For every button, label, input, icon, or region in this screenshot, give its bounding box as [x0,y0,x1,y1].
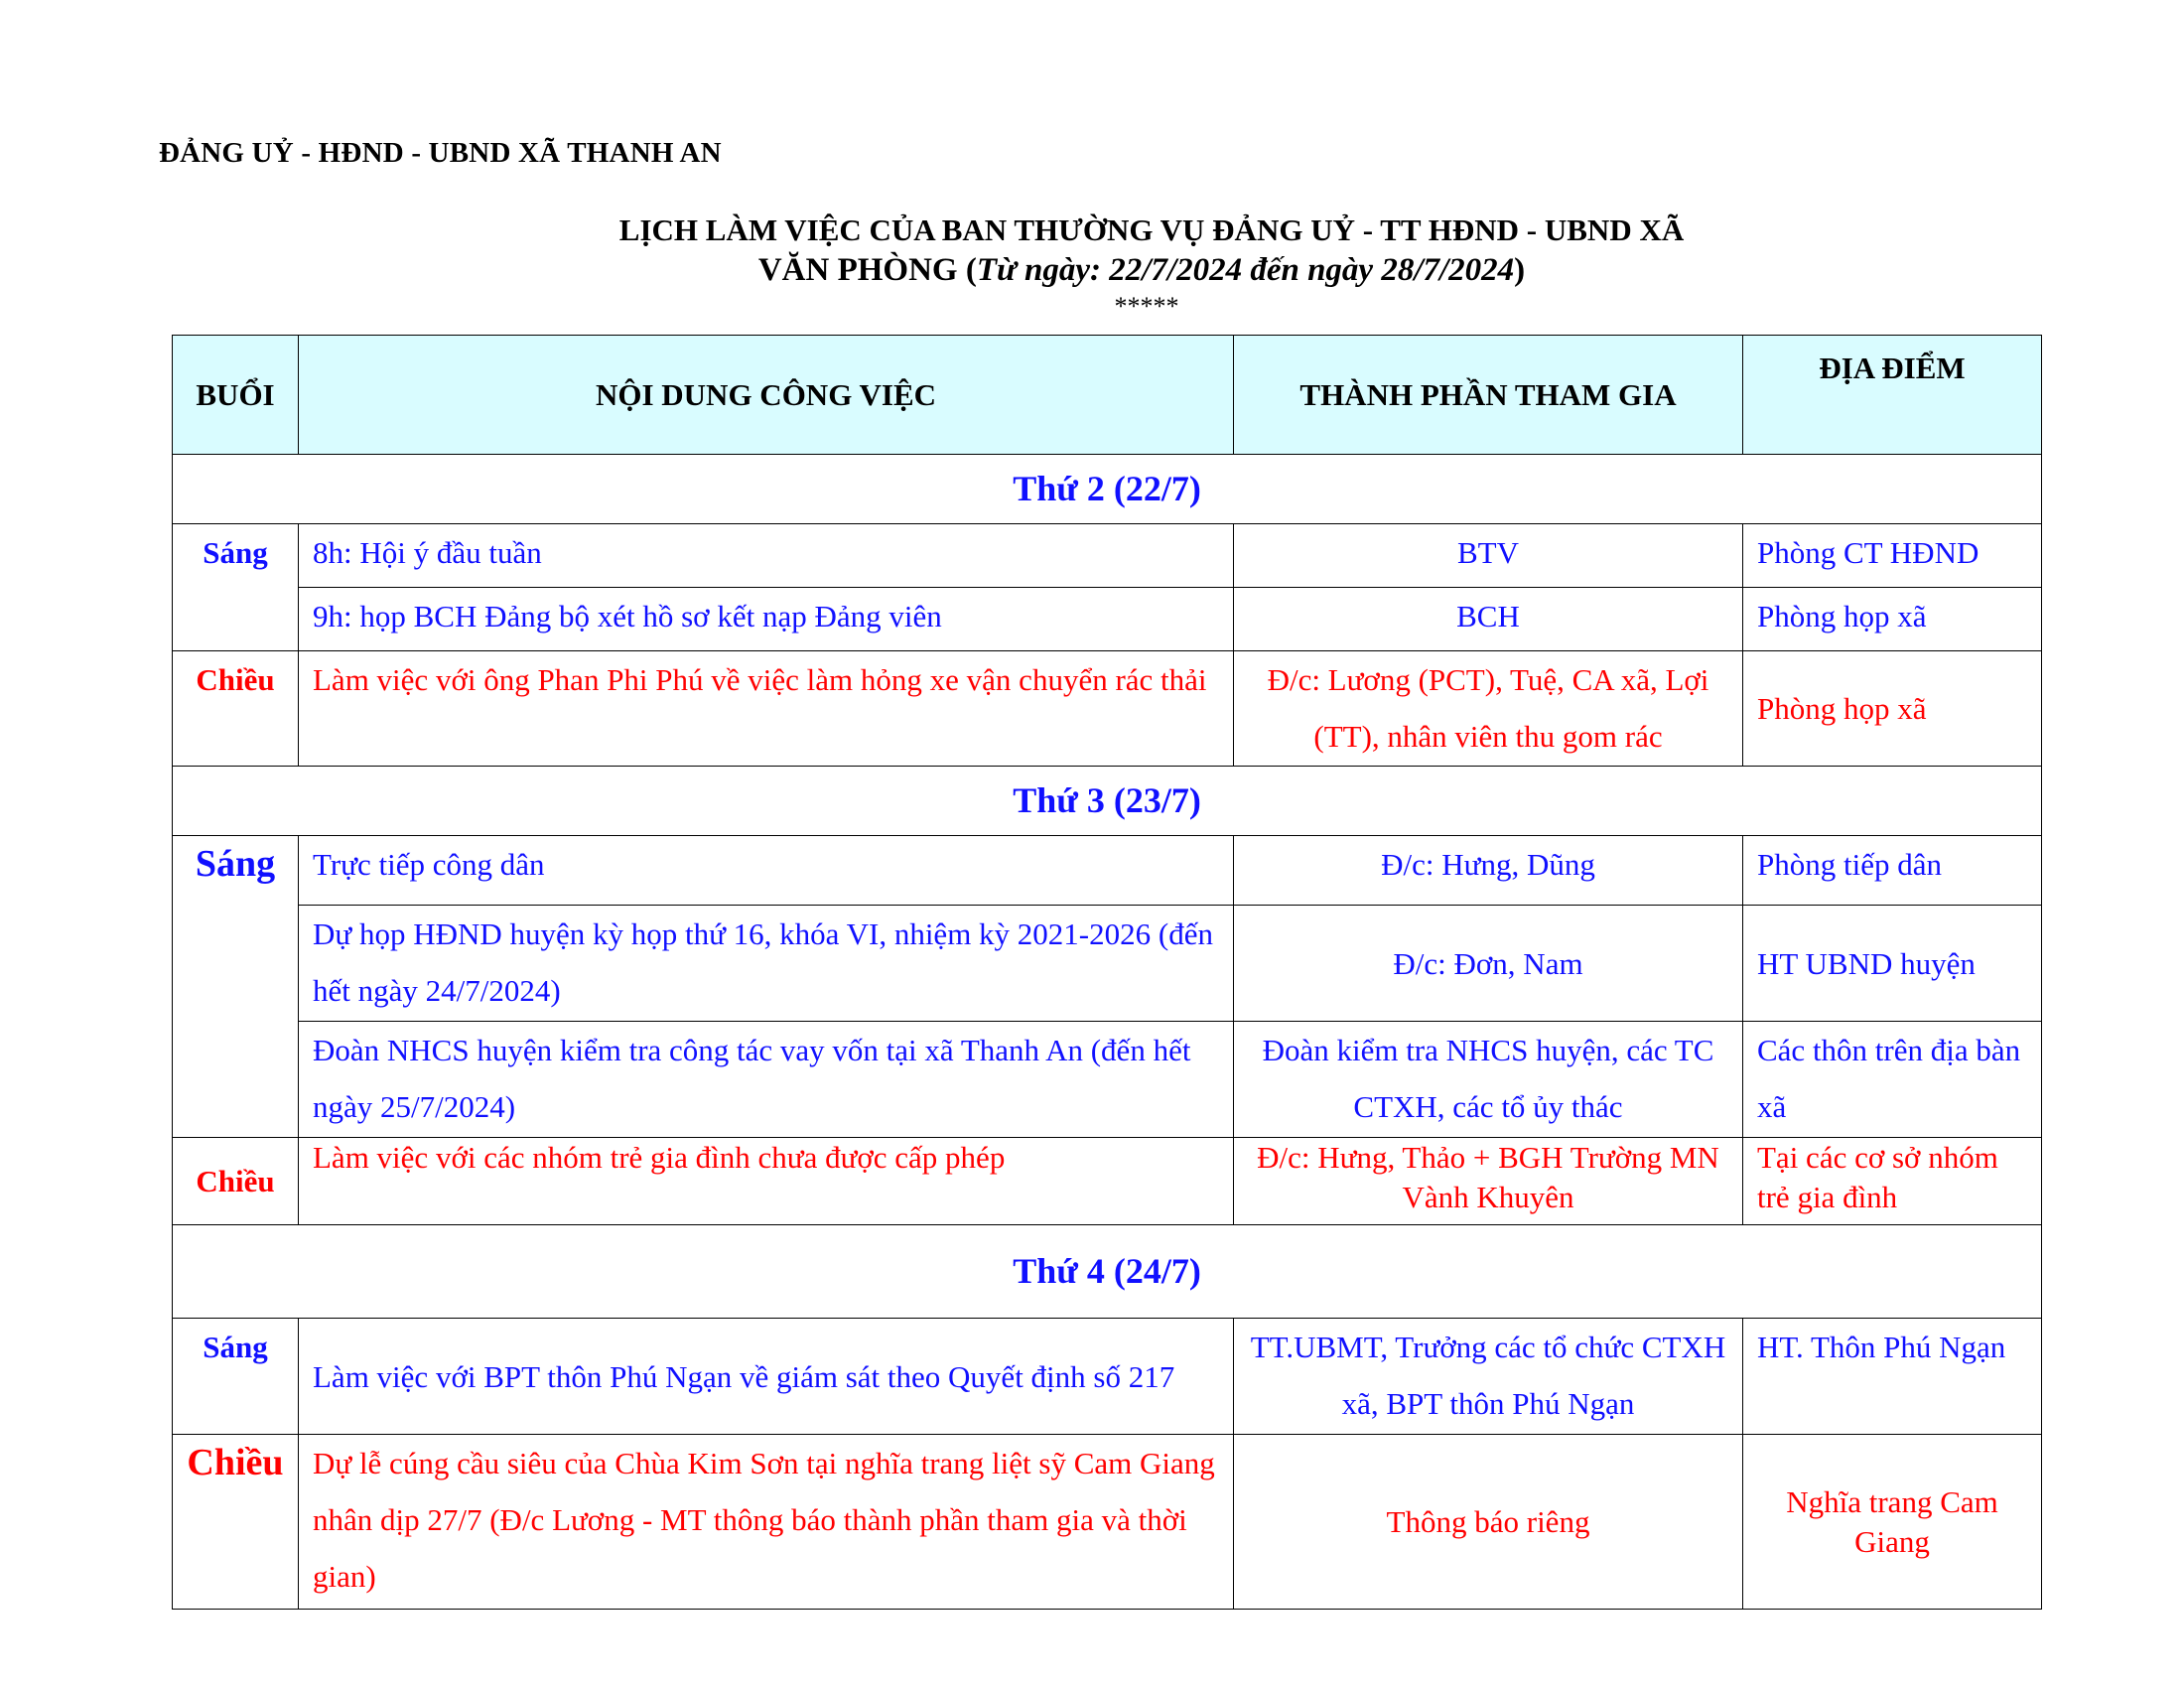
column-header-content: NỘI DUNG CÔNG VIỆC [299,336,1234,455]
day-row [173,455,2042,524]
location-cell: Các thôn trên địa bàn xã [1743,1022,2042,1138]
participants-cell: BTV [1234,524,1743,588]
schedule-table [172,335,2042,1610]
session-cell: Sáng [173,524,299,651]
session-cell: Sáng [173,1319,299,1435]
table-row [173,524,2042,588]
location-cell: Nghĩa trang Cam Giang [1743,1435,2042,1610]
document-subtitle [0,252,2184,289]
session-cell: Sáng [173,836,299,1138]
location-cell: Phòng CT HĐND [1743,524,2042,588]
participants-cell: Đ/c: Hưng, Dũng [1234,836,1743,906]
organization-name: ĐẢNG UỶ - HĐND - UBND XÃ THANH AN [159,137,722,169]
participants-cell: Đ/c: Đơn, Nam [1234,906,1743,1022]
location-cell: Phòng tiếp dân [1743,836,2042,906]
day-label: Thứ 4 (24/7) [173,1225,2042,1319]
column-header-session: BUỔI [173,336,299,455]
content-cell: Trực tiếp công dân [299,836,1234,906]
column-header-location: ĐỊA ĐIỂM [1743,336,2042,455]
content-cell: 8h: Hội ý đầu tuần [299,524,1234,588]
table-header-row [173,336,2042,455]
separator: ***** [1114,292,1179,321]
content-cell: Dự lễ cúng cầu siêu của Chùa Kim Sơn tại nghĩa trang liệt sỹ Cam Giang nhân dịp 27/7 (Đ/c Lương - MT thông báo thành phần tham gia và thời gian) [299,1435,1234,1610]
table-row [173,1435,2042,1610]
session-cell: Chiều [173,1138,299,1225]
session-cell: Chiều [173,1435,299,1610]
table-row [173,836,2042,906]
day-label: Thứ 2 (22/7) [173,455,2042,524]
content-cell: Làm việc với ông Phan Phi Phú về việc làm hỏng xe vận chuyển rác thải [299,651,1234,767]
document-title: LỊCH LÀM VIỆC CỦA BAN THƯỜNG VỤ ĐẢNG UỶ - TT HĐND - UBND XÃ [618,212,1685,247]
table-row [173,1319,2042,1435]
location-cell: HT. Thôn Phú Ngạn [1743,1319,2042,1435]
location-cell: Tại các cơ sở nhóm trẻ gia đình [1743,1138,2042,1225]
subtitle-suffix: ) [1514,252,1526,288]
location-cell: Phòng họp xã [1743,588,2042,651]
date-range: Từ ngày: 22/7/2024 đến ngày 28/7/2024 [976,252,1515,288]
table-row [173,588,2042,651]
participants-cell: Đ/c: Hưng, Thảo + BGH Trường MN Vành Khuyên [1234,1138,1743,1225]
location-cell: Phòng họp xã [1743,651,2042,767]
content-cell: Đoàn NHCS huyện kiểm tra công tác vay vốn tại xã Thanh An (đến hết ngày 25/7/2024) [299,1022,1234,1138]
table-row [173,1138,2042,1225]
table-row [173,651,2042,767]
table-row [173,906,2042,1022]
participants-cell: BCH [1234,588,1743,651]
participants-cell: Đoàn kiểm tra NHCS huyện, các TC CTXH, các tổ ủy thác [1234,1022,1743,1138]
day-label: Thứ 3 (23/7) [173,767,2042,836]
day-row [173,767,2042,836]
table-row [173,1022,2042,1138]
content-cell: Dự họp HĐND huyện kỳ họp thứ 16, khóa VI, nhiệm kỳ 2021-2026 (đến hết ngày 24/7/2024) [299,906,1234,1022]
participants-cell: TT.UBMT, Trưởng các tổ chức CTXH xã, BPT thôn Phú Ngạn [1234,1319,1743,1435]
content-cell: 9h: họp BCH Đảng bộ xét hồ sơ kết nạp Đảng viên [299,588,1234,651]
session-cell: Chiều [173,651,299,767]
subtitle-prefix: VĂN PHÒNG ( [757,252,977,288]
content-cell: Làm việc với BPT thôn Phú Ngạn về giám sát theo Quyết định số 217 [299,1319,1234,1435]
day-row [173,1225,2042,1319]
participants-cell: Thông báo riêng [1234,1435,1743,1610]
participants-cell: Đ/c: Lương (PCT), Tuệ, CA xã, Lợi (TT), nhân viên thu gom rác [1234,651,1743,767]
column-header-participants: THÀNH PHẦN THAM GIA [1234,336,1743,455]
location-cell: HT UBND huyện [1743,906,2042,1022]
content-cell: Làm việc với các nhóm trẻ gia đình chưa được cấp phép [299,1138,1234,1225]
